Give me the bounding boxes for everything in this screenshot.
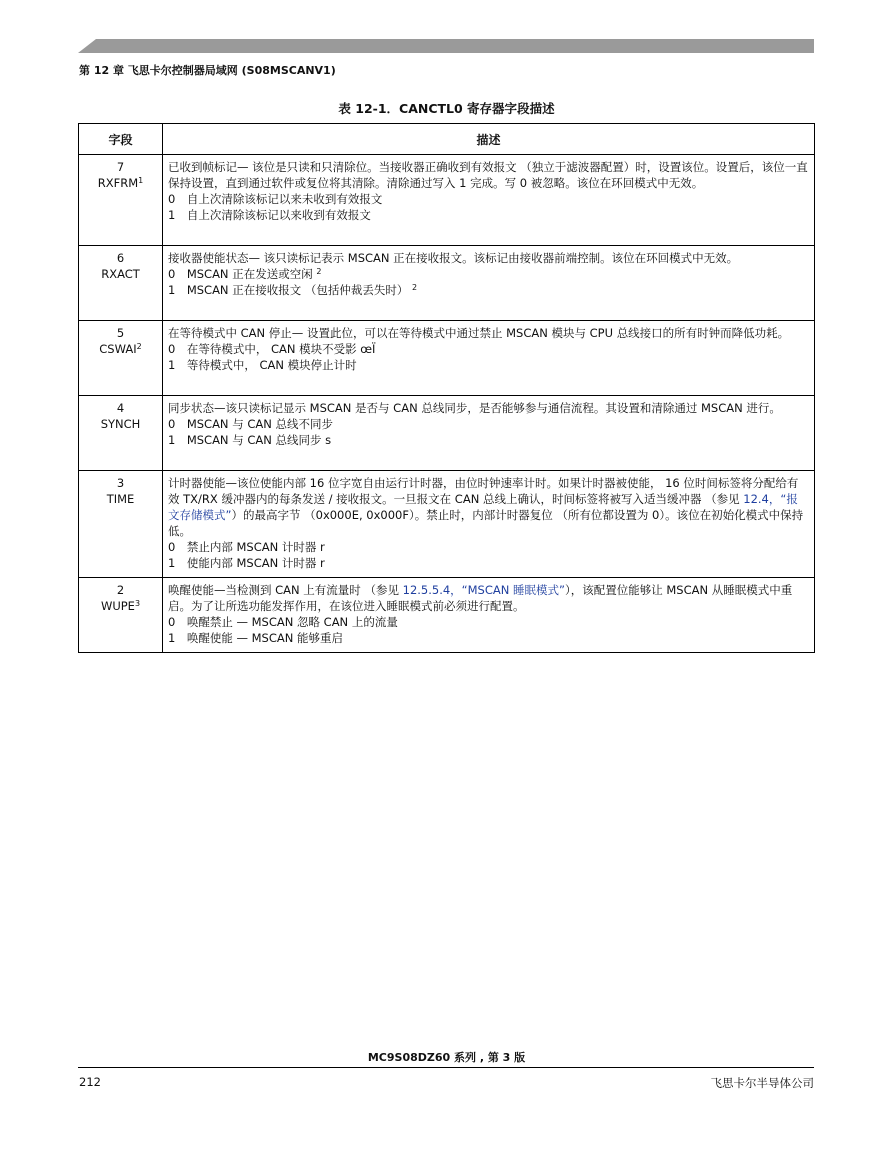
field-cell <box>79 471 163 578</box>
field-bit: 2 <box>116 583 125 597</box>
option-0: 0 自上次清除该标记以来未收到有效报文 <box>168 192 383 206</box>
description-text: 计时器使能—该位使能内部 16 位字宽自由运行计时器，由位时钟速率计时。如果计时器被使能， 16 位时间标签将分配给有效 TX/RX 缓冲器内的每条发送 / 接收报文。一旦报文在 CAN 总线上确认，时间标签将被写入适当缓冲器 （参见 12.4，“报文存储模式”）的最高字节 （0x000E, 0x000F）。禁止时，内部计时器复位 （所有位都设置为 0）。该位在初始化模式中保持低。 <box>168 476 804 538</box>
description-text: 唤醒使能—当检测到 CAN 上有流量时 （参见 12.5.5.4，“MSCAN 睡眠模式”），该配置位能够让 MSCAN 从睡眠模式中重启。为了让所选功能发挥作用，在该位进入睡眠模式前必须进行配置。 <box>168 583 793 613</box>
field-name: CSWAI$^2$ <box>99 342 142 356</box>
field-name: RXACT <box>101 267 140 281</box>
description-cell <box>163 471 815 578</box>
company-name: 飞思卡尔半导体公司 <box>710 1076 814 1090</box>
description-text: 已收到帧标记— 该位是只读和只清除位。当接收器正确收到有效报文 （独立于滤波器配置）时，设置该位。设置后，该位一直保持设置，直到通过软件或复位将其清除。清除通过写入 1 完成。写 0 被忽略。该位在环回模式中无效。 <box>168 160 808 190</box>
table-title: 表 12-1．CANCTL0 寄存器字段描述 <box>338 101 555 116</box>
column-header-description: 描述 <box>163 124 815 155</box>
table-row <box>79 321 815 396</box>
description-text: 接收器使能状态— 该只读标记表示 MSCAN 正在接收报文。该标记由接收器前端控制。该位在环回模式中无效。 <box>168 251 739 265</box>
register-table <box>78 123 815 653</box>
option-0: 0 在等待模式中， CAN 模块不受影 œÏ <box>168 342 376 356</box>
description-cell <box>163 246 815 321</box>
description-text: 在等待模式中 CAN 停止— 设置此位，可以在等待模式中通过禁止 MSCAN 模块与 CPU 总线接口的所有时钟而降低功耗。 <box>168 326 790 340</box>
table-header-row <box>79 124 815 155</box>
description-text: 同步状态—该只读标记显示 MSCAN 是否与 CAN 总线同步，是否能够参与通信流程。其设置和清除通过 MSCAN 进行。 <box>168 401 781 415</box>
option-0: 0 MSCAN 正在发送或空闲 $^2$ <box>168 267 322 281</box>
option-1: 1 MSCAN 与 CAN 总线同步 s <box>168 433 332 447</box>
field-bit: 4 <box>116 401 125 415</box>
option-0: 0 唤醒禁止 — MSCAN 忽略 CAN 上的流量 <box>168 615 398 629</box>
description-cell <box>163 321 815 396</box>
option-1: 1 等待模式中， CAN 模块停止计时 <box>168 358 357 372</box>
table-row <box>79 578 815 653</box>
footer-document-title: MC9S08DZ60 系列 , 第 3 版 <box>367 1051 526 1064</box>
field-name: TIME <box>106 492 135 506</box>
section-link-12-4[interactable]: 12.4，“报文存储模式” <box>168 492 798 522</box>
field-cell <box>79 321 163 396</box>
option-1: 1 MSCAN 正在接收报文 （包括仲裁丢失时） $^2$ <box>168 283 418 297</box>
table-row <box>79 471 815 578</box>
description-cell <box>163 396 815 471</box>
table-row <box>79 396 815 471</box>
table-row <box>79 155 815 246</box>
column-header-field: 字段 <box>79 124 163 155</box>
field-cell <box>79 155 163 246</box>
option-0: 0 禁止内部 MSCAN 计时器 r <box>168 540 325 554</box>
option-1: 1 使能内部 MSCAN 计时器 r <box>168 556 325 570</box>
description-cell <box>163 578 815 653</box>
option-1: 1 自上次清除该标记以来收到有效报文 <box>168 208 371 222</box>
footer-divider <box>78 1067 814 1068</box>
field-bit: 5 <box>116 326 125 340</box>
page-number: 212 <box>79 1075 101 1089</box>
field-bit: 7 <box>116 160 125 174</box>
field-bit: 6 <box>116 251 125 265</box>
section-link-12-5-5-4[interactable]: 12.5.5.4，“MSCAN 睡眠模式” <box>402 583 565 597</box>
table-row <box>79 246 815 321</box>
field-name: RXFRM$^1$ <box>97 176 144 190</box>
option-0: 0 MSCAN 与 CAN 总线不同步 <box>168 417 334 431</box>
field-cell <box>79 396 163 471</box>
field-name: WUPE$^3$ <box>100 599 141 613</box>
field-name: SYNCH <box>100 417 141 431</box>
description-cell <box>163 155 815 246</box>
option-1: 1 唤醒使能 — MSCAN 能够重启 <box>168 631 344 645</box>
chapter-heading: 第 12 章 飞思卡尔控制器局域网 (S08MSCANV1) <box>79 64 336 77</box>
field-cell <box>79 246 163 321</box>
field-bit: 3 <box>116 476 125 490</box>
header-bar <box>78 39 814 53</box>
field-cell <box>79 578 163 653</box>
